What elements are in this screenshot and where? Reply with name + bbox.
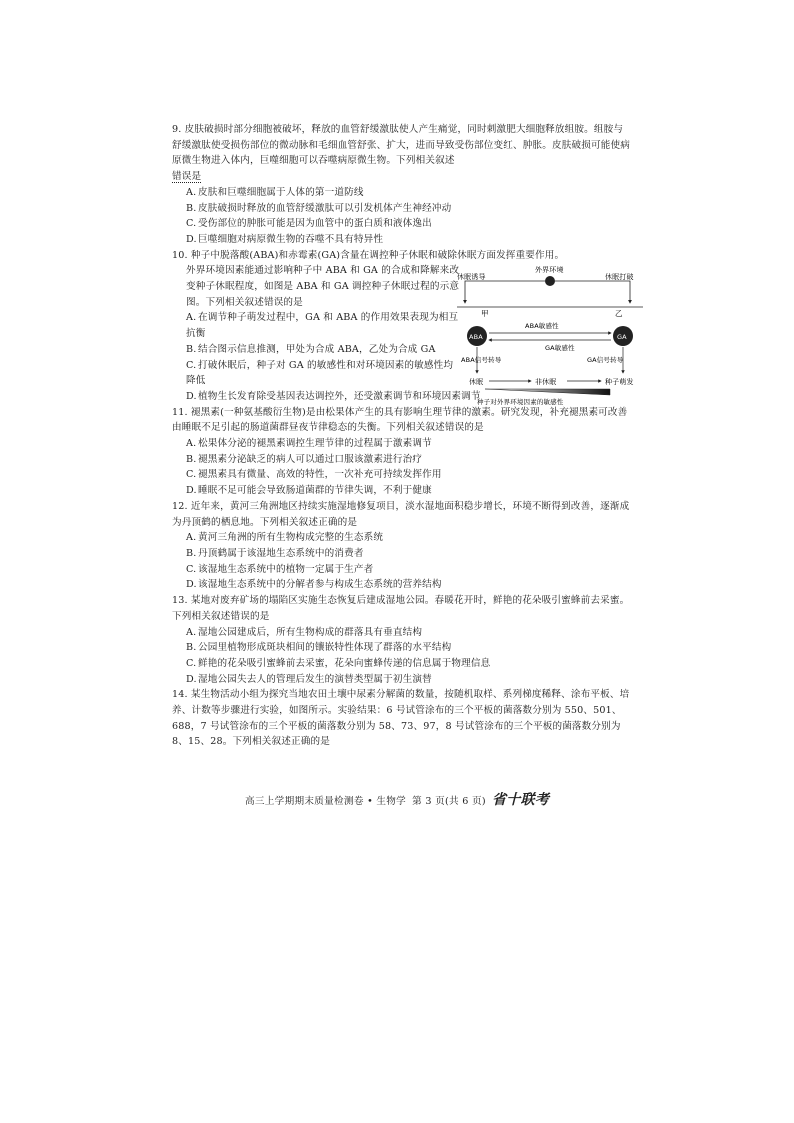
- option: A. 松果体分泌的褪黑素调控生理节律的过程属于激素调节: [186, 438, 432, 450]
- option: B. 皮肤破损时释放的血管舒缓激肽可以引发机体产生神经冲动: [186, 202, 452, 214]
- questions: [172, 122, 632, 750]
- option: B. 褪黑素分泌缺乏的病人可以通过口服该激素进行治疗: [186, 453, 423, 465]
- label-ga-sensitivity: GA敏感性: [545, 343, 575, 352]
- label-top-right: 休眠打破: [605, 272, 634, 281]
- page-footer: [245, 789, 549, 809]
- question-10-stem-line1: 10. 种子中脱落酸(ABA)和赤霉素(GA)含量在调控种子休眠和破除休眠方面发挥重要作用。: [172, 249, 565, 261]
- label-germinate: 种子萌发: [605, 377, 634, 386]
- question-13: [172, 593, 632, 687]
- option: A. 黄河三角洲的所有生物构成完整的生态系统: [186, 532, 384, 544]
- question-9-stem: 9. 皮肤破损时部分细胞被破坏，释放的血管舒缓激肽使人产生痛觉，同时刺激肥大细胞释放组胺。组胺与舒缓激肽使受损伤部位的微动脉和毛细血管舒张、扩大，进而导致受伤部位变红、肿胀。皮肤破损可能使病原微生物进入体内，巨噬细胞可以吞噬病原微生物。下列相关叙述 错误是: [172, 124, 630, 183]
- label-aba-sensitivity: ABA敏感性: [525, 321, 559, 330]
- option: D.植物生长发育除受基因表达调控外，还受激素调节和环境因素调节: [186, 390, 481, 402]
- question-10: [172, 248, 632, 405]
- aba-label: ABA: [469, 332, 483, 341]
- option: A. 在调节种子萌发过程中，GA 和 ABA 的作用效果表现为相互抗衡: [186, 312, 459, 340]
- option: B. 丹顶鹤属于该湿地生态系统中的消费者: [186, 547, 364, 559]
- option: C. 该湿地生态系统中的植物一定属于生产者: [186, 563, 374, 575]
- question-10-stem: 外界环境因素能通过影响种子中 ABA 和 GA 的合成和降解来改变种子休眠程度，如图是 ABA 和 GA 调控种子休眠过程的示意图。下列相关叙述错误的是: [186, 265, 460, 308]
- option: C. 受伤部位的肿胀可能是因为血管中的蛋白质和液体逸出: [186, 218, 432, 230]
- question-11-stem: 11. 褪黑素(一种氨基酸衍生物)是由松果体产生的具有影响生理节律的激素。研究发现，补充褪黑素可改善由睡眠不足引起的肠道菌群昼夜节律稳态的失衡。下列相关叙述错误的是: [172, 406, 628, 434]
- option: A. 湿地公园建成后，所有生物构成的群落具有垂直结构: [186, 626, 423, 638]
- option: B. 结合图示信息推测，甲处为合成 ABA，乙处为合成 GA: [186, 343, 436, 355]
- footer-page-number: 第 3 页(共 6 页): [412, 796, 486, 807]
- question-12-stem: 12. 近年来，黄河三角洲地区持续实施湿地修复项目，淡水湿地面积稳步增长，环境不断得到改善，逐渐成为丹顶鹤的栖息地。下列相关叙述正确的是: [172, 500, 630, 528]
- option: C. 鲜艳的花朵吸引蜜蜂前去采蜜，花朵向蜜蜂传递的信息属于物理信息: [186, 657, 491, 669]
- label-aba-signal: ABA信号转导: [461, 355, 502, 364]
- label-ga-signal: GA信号转导: [587, 355, 624, 364]
- question-11: [172, 405, 632, 499]
- question-14: [172, 687, 632, 750]
- label-dormant: 休眠: [469, 377, 484, 386]
- footer-title: 高三上学期期末质量检测卷 • 生物学: [245, 796, 407, 807]
- option: A. 皮肤和巨噬细胞属于人体的第一道防线: [186, 186, 364, 198]
- question-14-stem: 14. 某生物活动小组为探究当地农田土壤中尿素分解菌的数量，按随机取样、系列梯度稀释、涂布平板、培养、计数等步骤进行实验，如图所示。实验结果：6 号试管涂布的三个平板的菌落数分别为 550、501、688，7 号试管涂布的三个平板的菌落数分别为 58、73、97，8 号试管涂布的三个平板的菌落数分别为 8、15、28。下列相关叙述正确的是: [172, 689, 630, 748]
- label-top-center: 外界环境: [535, 265, 564, 274]
- arrow-break: [555, 281, 630, 303]
- question-9: [172, 122, 632, 248]
- brand-logo: 省十联考: [491, 792, 550, 808]
- option: B. 公园里植物形成斑块相间的镶嵌特性体现了群落的水平结构: [186, 642, 452, 654]
- label-non-dormant: 非休眠: [535, 377, 557, 386]
- label-yi: 乙: [615, 308, 623, 318]
- option: D.该湿地生态系统中的分解者参与构成生态系统的营养结构: [186, 579, 442, 591]
- sensitivity-gradient: [485, 389, 610, 395]
- option: D.巨噬细胞对病原微生物的吞噬不具有特异性: [186, 233, 384, 245]
- option: C. 褪黑素具有微量、高效的特性，一次补充可持续发挥作用: [186, 469, 442, 481]
- label-bottom: 种子对外界环境因素的敏感性: [477, 397, 564, 406]
- label-top-left: 休眠诱导: [457, 272, 486, 281]
- environment-node: [545, 276, 555, 286]
- arrow-induction: [465, 281, 545, 303]
- ga-label: GA: [617, 332, 627, 341]
- question-13-stem: 13. 某地对废弃矿场的塌陷区实施生态恢复后建成湿地公园。春暖花开时，鲜艳的花朵吸引蜜蜂前去采蜜。下列相关叙述错误的是: [172, 595, 630, 622]
- question-12: [172, 499, 632, 593]
- aba-ga-diagram: [455, 263, 645, 408]
- option: D.湿地公园失去人的管理后发生的演替类型属于初生演替: [186, 673, 432, 685]
- option: D.睡眠不足可能会导致肠道菌群的节律失调，不利于健康: [186, 485, 432, 497]
- label-jia: 甲: [481, 308, 489, 318]
- option: C. 打破休眠后，种子对 GA 的敏感性和对环境因素的敏感性均降低: [186, 359, 454, 387]
